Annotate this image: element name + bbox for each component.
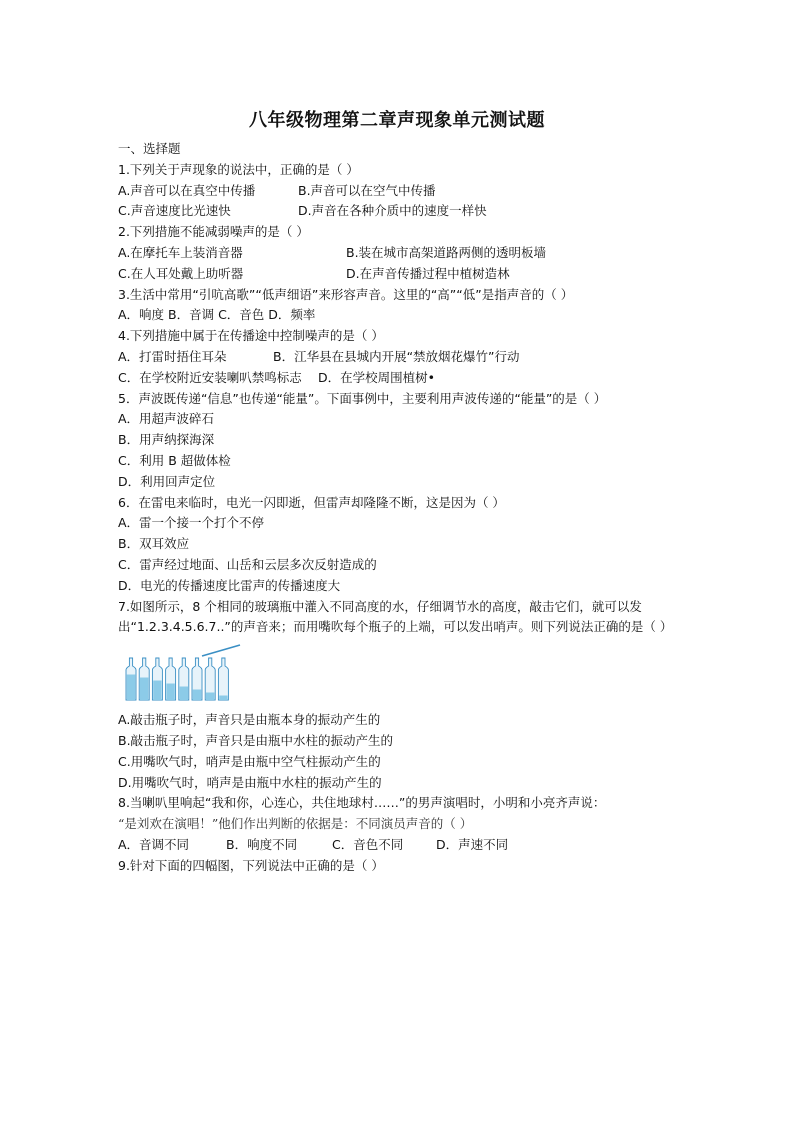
q7-option-c[interactable]: C.用嘴吹气时，哨声是由瓶中空气柱振动产生的 bbox=[118, 753, 381, 769]
bottle-water bbox=[219, 696, 227, 701]
q1-stem: 1.下列关于声现象的说法中，正确的是（ ） bbox=[118, 161, 359, 177]
bottle-8 bbox=[218, 658, 228, 700]
q8-option-a[interactable]: A．音调不同 bbox=[118, 836, 190, 852]
q6-option-c[interactable]: C．雷声经过地面、山岳和云层多次反射造成的 bbox=[118, 556, 377, 572]
q8-stem-continued: “是刘欢在演唱！”他们作出判断的依据是：不同演员声音的（ ） bbox=[118, 816, 473, 832]
bottles-figure bbox=[118, 644, 680, 704]
question-list bbox=[118, 139, 680, 877]
q8-stem: 8.当喇叭里响起“我和你，心连心，共住地球村……”的男声演唱时，小明和小亮齐声说： bbox=[118, 795, 606, 811]
bottle-6 bbox=[192, 658, 202, 700]
glass-bottles-illustration bbox=[122, 644, 252, 702]
q7-stem: 7.如图所示，8 个相同的玻璃瓶中灌入不同高度的水，仔细调节水的高度，敲击它们，就可以发出“1.2.3.4.5.6.7..”的声音来；而用嘴吹每个瓶子的上端，可以发出哨声。则下列说法正确的是（ ） bbox=[118, 598, 673, 635]
bottle-water bbox=[153, 681, 161, 701]
q2-options-row2 bbox=[118, 264, 680, 285]
q1-option-a[interactable]: A.声音可以在真空中传播 bbox=[118, 182, 256, 198]
q5-option-c[interactable]: C．利用 B 超做体检 bbox=[118, 452, 231, 468]
q8-option-d[interactable]: D．声速不同 bbox=[436, 836, 509, 852]
q1-option-d[interactable]: D.声音在各种介质中的速度一样快 bbox=[298, 203, 487, 219]
q5-option-a[interactable]: A．用超声波碎石 bbox=[118, 411, 215, 427]
q4-stem: 4.下列措施中属于在传播途中控制噪声的是（ ） bbox=[118, 328, 384, 344]
bottle-water bbox=[127, 675, 135, 701]
q4-options-row2 bbox=[118, 368, 680, 389]
q6-stem: 6．在雷电来临时，电光一闪即逝，但雷声却隆隆不断，这是因为（ ） bbox=[118, 494, 505, 510]
q2-options-row1 bbox=[118, 243, 680, 264]
q6-option-a[interactable]: A．雷一个接一个打个不停 bbox=[118, 515, 265, 531]
q7-option-a[interactable]: A.敲击瓶子时，声音只是由瓶本身的振动产生的 bbox=[118, 712, 381, 728]
bottle-outline bbox=[218, 658, 228, 700]
bottle-water bbox=[140, 678, 148, 701]
q7-option-b[interactable]: B.敲击瓶子时，声音只是由瓶中水柱的振动产生的 bbox=[118, 732, 394, 748]
q8-option-b[interactable]: B．响度不同 bbox=[226, 836, 298, 852]
section-heading: 一、选择题 bbox=[118, 141, 181, 156]
q1-option-c[interactable]: C.声音速度比光速快 bbox=[118, 203, 231, 219]
q8-options bbox=[118, 835, 680, 856]
bottle-1 bbox=[126, 658, 136, 700]
q9-stem: 9.针对下面的四幅图，下列说法中正确的是（ ） bbox=[118, 857, 384, 873]
q4-option-d[interactable]: D．在学校周围植树• bbox=[318, 369, 435, 385]
q4-option-c[interactable]: C．在学校附近安装喇叭禁鸣标志 bbox=[118, 369, 302, 385]
q8-option-c[interactable]: C．音色不同 bbox=[332, 836, 404, 852]
q7-option-d[interactable]: D.用嘴吹气时，哨声是由瓶中水柱的振动产生的 bbox=[118, 774, 382, 790]
q5-stem: 5．声波既传递“信息”也传递“能量”。下面事例中，主要利用声波传递的“能量”的是（ ） bbox=[118, 390, 607, 406]
q1-option-b[interactable]: B.声音可以在空气中传播 bbox=[298, 182, 436, 198]
striking-rod bbox=[202, 645, 240, 656]
bottle-water bbox=[166, 684, 174, 701]
bottle-group bbox=[126, 658, 228, 700]
bottle-water bbox=[206, 693, 214, 701]
q1-options-row1 bbox=[118, 181, 680, 202]
page-title: 八年级物理第二章声现象单元测试题 bbox=[249, 110, 545, 131]
bottle-2 bbox=[139, 658, 149, 700]
bottle-water bbox=[180, 687, 188, 701]
q4-options-row1 bbox=[118, 347, 680, 368]
q6-option-b[interactable]: B．双耳效应 bbox=[118, 536, 190, 552]
q2-option-a[interactable]: A.在摩托车上装消音器 bbox=[118, 244, 243, 260]
q6-option-d[interactable]: D．电光的传播速度比雷声的传播速度大 bbox=[118, 577, 341, 593]
q3-stem: 3.生活中常用“引吭高歌”“低声细语”来形容声音。这里的“高”“低”是指声音的（ ） bbox=[118, 286, 574, 302]
bottle-water bbox=[193, 690, 201, 701]
bottle-3 bbox=[152, 658, 162, 700]
q2-stem: 2.下列措施不能减弱噪声的是（ ） bbox=[118, 224, 309, 240]
q3-options[interactable]: A．响度 B．音调 C．音色 D．频率 bbox=[118, 307, 316, 323]
q2-option-b[interactable]: B.装在城市高架道路两侧的透明板墙 bbox=[346, 244, 547, 260]
bottle-4 bbox=[166, 658, 176, 700]
q2-option-d[interactable]: D.在声音传播过程中植树造林 bbox=[346, 265, 510, 281]
q4-option-b[interactable]: B．江华县在县城内开展“禁放烟花爆竹”行动 bbox=[273, 348, 520, 364]
q1-options-row2 bbox=[118, 201, 680, 222]
q4-option-a[interactable]: A．打雷时捂住耳朵 bbox=[118, 348, 227, 364]
q5-option-d[interactable]: D．利用回声定位 bbox=[118, 473, 216, 489]
bottle-7 bbox=[205, 658, 215, 700]
bottle-5 bbox=[179, 658, 189, 700]
q5-option-b[interactable]: B．用声纳探海深 bbox=[118, 432, 215, 448]
q2-option-c[interactable]: C.在人耳处戴上助听器 bbox=[118, 265, 244, 281]
